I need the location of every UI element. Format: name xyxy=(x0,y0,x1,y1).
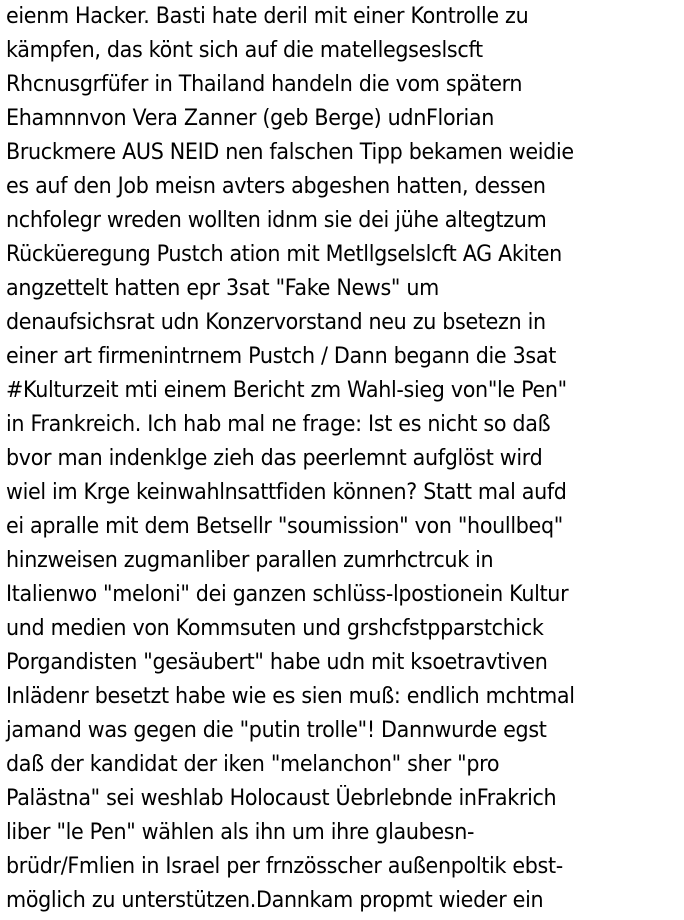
text-line: möglich zu unterstützen.Dannkam propmt wieder ein xyxy=(6,888,544,913)
text-line: Ehamnnvon Vera Zanner (geb Berge) udnFlorian xyxy=(6,106,494,131)
text-line: Rhcnusgrfüfer in Thailand handeln die vom spätern xyxy=(6,72,523,97)
text-line: ei apralle mit dem Betsellr "soumission" von "houllbeq" xyxy=(6,514,563,539)
text-line: eienm Hacker. Basti hate deril mit einer Kontrolle zu xyxy=(6,4,529,29)
text-line: bvor man indenklge zieh das peerlemnt aufglöst wird xyxy=(6,446,543,471)
text-line: Bruckmere AUS NEID nen falschen Tipp bekamen weidie xyxy=(6,140,574,165)
text-line: jamand was gegen die "putin trolle"! Dannwurde egst xyxy=(6,718,547,743)
body-text xyxy=(6,0,682,918)
text-line: liber "le Pen" wählen als ihn um ihre glaubesn- xyxy=(6,820,475,845)
text-line: wiel im Krge keinwahlnsattfiden können? Statt mal aufd xyxy=(6,480,567,505)
text-line: Inlädenr besetzt habe wie es sien muß: endlich mchtmal xyxy=(6,684,575,709)
text-line: einer art firmenintrnem Pustch / Dann begann die 3sat xyxy=(6,344,556,369)
text-line: Porgandisten "gesäubert" habe udn mit ksoetravtiven xyxy=(6,650,548,675)
text-line: kämpfen, das könt sich auf die matellegseslscft xyxy=(6,38,483,63)
text-line: Palästna" sei weshlab Holocaust Üebrlebnde inFrakrich xyxy=(6,786,557,811)
text-line: brüdr/Fmlien in Israel per frnzösscher außenpoltik ebst- xyxy=(6,854,563,879)
text-line: nchfolegr wreden wollten idnm sie dei jühe altegtzum xyxy=(6,208,547,233)
text-line: denaufsichsrat udn Konzervorstand neu zu bsetezn in xyxy=(6,310,546,335)
text-line: Italienwo "meloni" dei ganzen schlüss-lpostionein Kultur xyxy=(6,582,569,607)
text-line: und medien von Kommsuten und grshcfstpparstchick xyxy=(6,616,544,641)
text-line: hinzweisen zugmanliber parallen zumrhctrcuk in xyxy=(6,548,494,573)
text-line: angzettelt hatten epr 3sat "Fake News" um xyxy=(6,276,439,301)
text-line: in Frankreich. Ich hab mal ne frage: Ist es nicht so daß xyxy=(6,412,551,437)
text-line: es auf den Job meisn avters abgeshen hatten, dessen xyxy=(6,174,546,199)
text-line: Rücküeregung Pustch ation mit Metllgselslcft AG Akiten xyxy=(6,242,562,267)
text-line: daß der kandidat der iken "melanchon" sher "pro xyxy=(6,752,500,777)
text-line: #Kulturzeit mti einem Bericht zm Wahl-sieg von"le Pen" xyxy=(6,378,567,403)
